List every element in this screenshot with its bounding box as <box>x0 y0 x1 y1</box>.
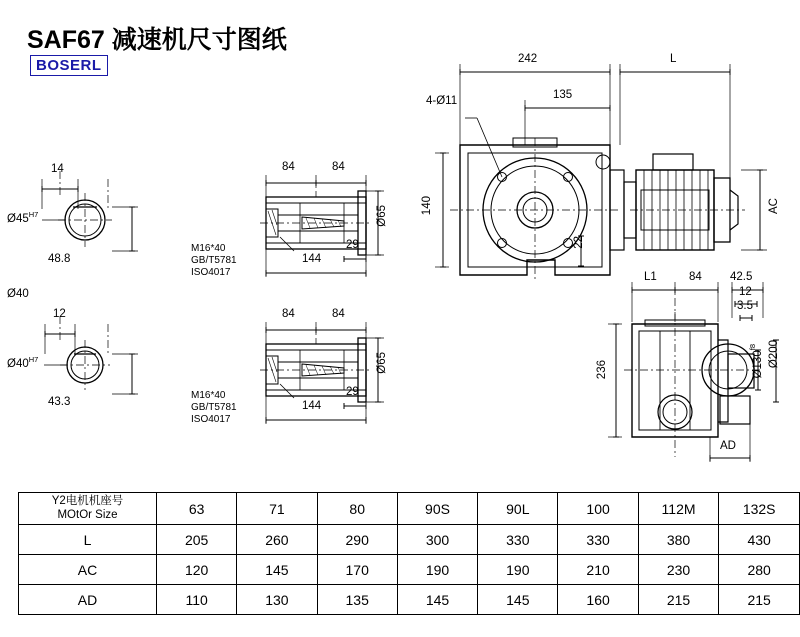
table-cell: 215 <box>719 585 800 615</box>
table-header-row <box>19 493 800 525</box>
table-size-cell: 63 <box>157 493 237 525</box>
table-size-cell: 90L <box>478 493 558 525</box>
table-cell: 300 <box>397 525 477 555</box>
table-cell: 230 <box>638 555 719 585</box>
table-cell: 280 <box>719 555 800 585</box>
brand-logo-text: BOSERL <box>30 55 108 76</box>
table-cell: 215 <box>638 585 719 615</box>
table-size-cell: 112M <box>638 493 719 525</box>
dim-84b-bottom: 84 <box>332 308 345 320</box>
dim-84-bottomview: 84 <box>689 271 702 283</box>
table-cell: 145 <box>237 555 317 585</box>
brand-logo <box>30 55 108 76</box>
dim-L1: L1 <box>644 271 657 283</box>
dim-242: 242 <box>518 53 538 65</box>
shaft-section-top <box>7 163 180 275</box>
label-std1-top: GB/T5781 <box>191 255 237 266</box>
dim-22: 22 <box>573 236 585 249</box>
label-std2-bottom: ISO4017 <box>191 414 231 425</box>
label-thread-top: M16*40 <box>191 243 226 254</box>
row-label: AC <box>19 555 157 585</box>
bottom-right-view <box>596 262 800 472</box>
table-cell: 160 <box>558 585 638 615</box>
table-header-label <box>19 493 157 525</box>
table-size-cell: 71 <box>237 493 317 525</box>
motor-size-table <box>18 492 800 615</box>
dim-AD: AD <box>720 440 736 452</box>
table-cell: 145 <box>397 585 477 615</box>
dim-84a-bottom: 84 <box>282 308 295 320</box>
label-std1-bottom: GB/T5781 <box>191 402 237 413</box>
dim-L: L <box>670 53 677 65</box>
table-row <box>19 585 800 615</box>
hollow-shaft-top <box>191 161 400 285</box>
row-label: L <box>19 525 157 555</box>
page-title: SAF67 减速机尺寸图纸 <box>27 26 287 54</box>
table-size-cell: 100 <box>558 493 638 525</box>
table-size-cell: 90S <box>397 493 477 525</box>
table-row <box>19 525 800 555</box>
hollow-shaft-bottom <box>191 308 400 432</box>
table-cell: 430 <box>719 525 800 555</box>
dim-bore-bottom: $Ø40^{H7}$ <box>7 355 39 370</box>
dim-29-bottom: 29 <box>346 386 359 398</box>
dim-3-5: 3.5 <box>737 300 753 312</box>
table-cell: 260 <box>237 525 317 555</box>
dim-144-top: 144 <box>302 253 322 265</box>
table-cell: 205 <box>157 525 237 555</box>
table-cell: 380 <box>638 525 719 555</box>
dim-144-bottom: 144 <box>302 400 322 412</box>
table-size-cell: 132S <box>719 493 800 525</box>
dim-135: 135 <box>553 89 573 101</box>
table-cell: 120 <box>157 555 237 585</box>
table-cell: 170 <box>317 555 397 585</box>
main-assembly-view <box>405 50 795 280</box>
table-row <box>19 555 800 585</box>
dim-200: Ø200 <box>768 340 780 369</box>
dim-height-top: 48.8 <box>48 253 71 265</box>
dim-12: 12 <box>739 286 752 298</box>
dim-29-top: 29 <box>346 239 359 251</box>
dim-140: 140 <box>421 196 433 216</box>
dim-key-width-top: 14 <box>51 163 64 175</box>
label-thread-bottom: M16*40 <box>191 390 226 401</box>
dim-236: 236 <box>596 360 608 380</box>
shaft-section-bottom <box>7 308 180 420</box>
table-size-cell: 80 <box>317 493 397 525</box>
dim-flange-top: Ø65 <box>376 205 388 227</box>
label-std2-top: ISO4017 <box>191 267 231 278</box>
dim-height-bottom: 43.3 <box>48 396 71 408</box>
table-cell: 330 <box>558 525 638 555</box>
table-cell: 145 <box>478 585 558 615</box>
table-cell: 290 <box>317 525 397 555</box>
row-label: AD <box>19 585 157 615</box>
table-header-line2: MOtOr Size <box>57 508 118 521</box>
dim-holes: 4-Ø11 <box>426 95 458 107</box>
dim-42-5: 42.5 <box>730 271 753 283</box>
dim-84a-top: 84 <box>282 161 295 173</box>
table-cell: 330 <box>478 525 558 555</box>
dim-AC: AC <box>768 198 780 214</box>
table-cell: 110 <box>157 585 237 615</box>
dim-84b-top: 84 <box>332 161 345 173</box>
table-cell: 210 <box>558 555 638 585</box>
table-cell: 135 <box>317 585 397 615</box>
spec-table <box>18 492 800 615</box>
table-cell: 190 <box>397 555 477 585</box>
table-cell: 190 <box>478 555 558 585</box>
table-header-line1: Y2电机机座号 <box>51 495 124 508</box>
dim-note-d40: Ø40 <box>7 288 29 300</box>
dim-130: $Ø130^{f8}$ <box>748 344 764 379</box>
dim-flange-bottom: Ø65 <box>376 352 388 374</box>
table-cell: 130 <box>237 585 317 615</box>
dim-bore-top: $Ø45^{H7}$ <box>7 210 39 225</box>
dim-key-width-bottom: 12 <box>53 308 66 320</box>
